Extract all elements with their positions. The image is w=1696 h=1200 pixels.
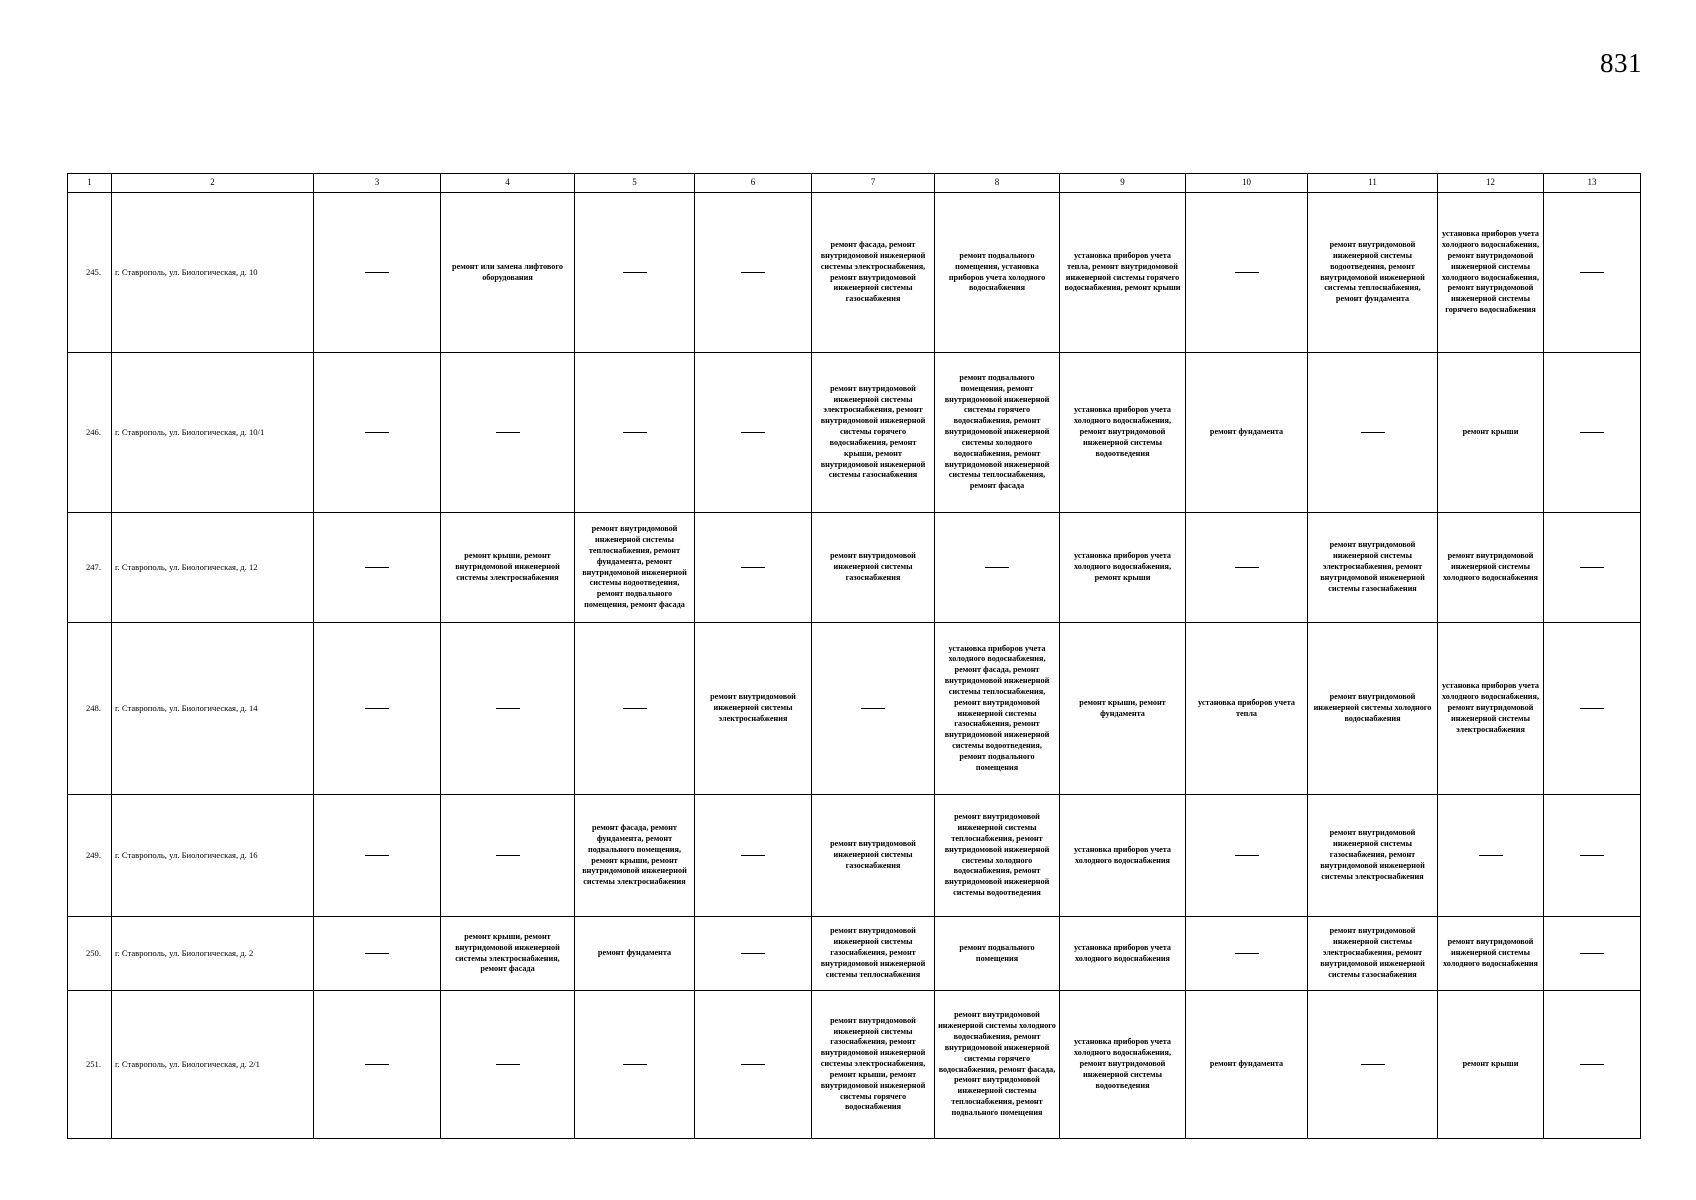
empty-cell [695,353,812,513]
empty-cell [314,353,441,513]
column-header: 2 [112,174,314,193]
table-row [68,353,1641,513]
address-cell: г. Ставрополь, ул. Биологическая, д. 12 [112,513,314,623]
dash-mark [1580,432,1604,433]
work-cell: ремонт внутридомовой инженерной системы холодного водоснабжения [1438,917,1544,991]
work-cell: установка приборов учета холодного водоснабжения [1060,795,1186,917]
empty-cell [575,623,695,795]
table-row [68,513,1641,623]
table-row [68,991,1641,1139]
column-header: 6 [695,174,812,193]
row-number: 246. [68,353,112,513]
empty-cell [1186,795,1308,917]
empty-cell [441,991,575,1139]
empty-cell [1186,193,1308,353]
work-cell: ремонт внутридомовой инженерной системы электроснабжения [695,623,812,795]
dash-mark [1580,708,1604,709]
empty-cell [695,193,812,353]
address-cell: г. Ставрополь, ул. Биологическая, д. 2 [112,917,314,991]
work-cell: ремонт внутридомовой инженерной системы газоснабжения, ремонт внутридомовой инженерной системы электроснабжения [1308,795,1438,917]
dash-mark [1580,855,1604,856]
dash-mark [365,855,389,856]
work-cell: установка приборов учета тепла, ремонт внутридомовой инженерной системы горячего водоснабжения, ремонт крыши [1060,193,1186,353]
work-cell: установка приборов учета холодного водоснабжения, ремонт фасада, ремонт внутридомовой инженерной системы теплоснабжения, ремонт внутридомовой инженерной системы газоснабжения, ремонт внутридомовой инженерной системы водоотведения, ремонт подвального помещения [935,623,1060,795]
dash-mark [1235,272,1259,273]
dash-mark [741,272,765,273]
dash-mark [861,708,885,709]
work-cell: ремонт фундамента [1186,991,1308,1139]
column-header: 12 [1438,174,1544,193]
dash-mark [623,272,647,273]
empty-cell [575,353,695,513]
dash-mark [741,567,765,568]
dash-mark [1580,567,1604,568]
dash-mark [496,1064,520,1065]
empty-cell [1544,795,1641,917]
dash-mark [623,1064,647,1065]
work-cell: ремонт фасада, ремонт фундамента, ремонт подвального помещения, ремонт крыши, ремонт внутридомовой инженерной системы электроснабжения [575,795,695,917]
work-cell: ремонт подвального помещения, ремонт внутридомовой инженерной системы горячего водоснабжения, ремонт внутридомовой инженерной системы холодного водоснабжения, ремонт внутридомовой инженерной системы теплоснабжения, ремонт фасада [935,353,1060,513]
work-cell: установка приборов учета тепла [1186,623,1308,795]
empty-cell [1438,795,1544,917]
table-row [68,193,1641,353]
dash-mark [623,708,647,709]
work-cell: ремонт внутридомовой инженерной системы газоснабжения [812,795,935,917]
empty-cell [695,991,812,1139]
row-number: 250. [68,917,112,991]
empty-cell [1544,193,1641,353]
work-cell: установка приборов учета холодного водоснабжения [1060,917,1186,991]
work-cell: ремонт крыши, ремонт внутридомовой инженерной системы электроснабжения, ремонт фасада [441,917,575,991]
dash-mark [365,1064,389,1065]
work-cell: установка приборов учета холодного водоснабжения, ремонт внутридомовой инженерной системы холодного водоснабжения, ремонт внутридомовой инженерной системы горячего водоснабжения [1438,193,1544,353]
work-cell: ремонт внутридомовой инженерной системы холодного водоснабжения [1308,623,1438,795]
empty-cell [575,193,695,353]
work-cell: ремонт внутридомовой инженерной системы холодного водоснабжения, ремонт внутридомовой инженерной системы горячего водоснабжения, ремонт фасада, ремонт внутридомовой инженерной системы теплоснабжения, ремонт подвального помещения [935,991,1060,1139]
row-number: 251. [68,991,112,1139]
empty-cell [935,513,1060,623]
dash-mark [1235,567,1259,568]
work-cell: ремонт внутридомовой инженерной системы теплоснабжения, ремонт фундамента, ремонт внутридомовой инженерной системы водоотведения, ремонт подвального помещения, ремонт фасада [575,513,695,623]
work-cell: ремонт крыши [1438,353,1544,513]
column-header: 5 [575,174,695,193]
dash-mark [1580,953,1604,954]
empty-cell [1308,991,1438,1139]
table-row [68,917,1641,991]
empty-cell [1544,513,1641,623]
empty-cell [1544,623,1641,795]
column-number-row [68,174,1641,193]
work-cell: установка приборов учета холодного водоснабжения, ремонт крыши [1060,513,1186,623]
dash-mark [496,432,520,433]
dash-mark [365,272,389,273]
empty-cell [1186,513,1308,623]
dash-mark [496,708,520,709]
empty-cell [314,513,441,623]
column-header: 8 [935,174,1060,193]
column-header: 13 [1544,174,1641,193]
work-cell: установка приборов учета холодного водоснабжения, ремонт внутридомовой инженерной системы электроснабжения [1438,623,1544,795]
dash-mark [623,432,647,433]
empty-cell [314,623,441,795]
dash-mark [365,567,389,568]
empty-cell [812,623,935,795]
work-cell: ремонт внутридомовой инженерной системы электроснабжения, ремонт внутридомовой инженерной системы газоснабжения [1308,917,1438,991]
empty-cell [314,795,441,917]
column-header: 11 [1308,174,1438,193]
dash-mark [741,1064,765,1065]
address-cell: г. Ставрополь, ул. Биологическая, д. 2/1 [112,991,314,1139]
dash-mark [985,567,1009,568]
work-cell: ремонт подвального помещения, установка приборов учета холодного водоснабжения [935,193,1060,353]
work-cell: ремонт фундамента [575,917,695,991]
table-body [68,193,1641,1139]
work-cell: установка приборов учета холодного водоснабжения, ремонт внутридомовой инженерной системы водоотведения [1060,353,1186,513]
dash-mark [1580,1064,1604,1065]
empty-cell [314,991,441,1139]
column-header: 9 [1060,174,1186,193]
work-cell: ремонт внутридомовой инженерной системы газоснабжения [812,513,935,623]
dash-mark [741,432,765,433]
dash-mark [1361,1064,1385,1065]
work-cell: ремонт внутридомовой инженерной системы газоснабжения, ремонт внутридомовой инженерной системы теплоснабжения [812,917,935,991]
empty-cell [575,991,695,1139]
empty-cell [441,795,575,917]
dash-mark [365,953,389,954]
column-header: 7 [812,174,935,193]
row-number: 247. [68,513,112,623]
empty-cell [695,917,812,991]
empty-cell [314,193,441,353]
dash-mark [1361,432,1385,433]
dash-mark [1235,855,1259,856]
dash-mark [365,708,389,709]
empty-cell [1544,917,1641,991]
work-cell: ремонт внутридомовой инженерной системы электроснабжения, ремонт внутридомовой инженерной системы газоснабжения [1308,513,1438,623]
work-cell: ремонт или замена лифтового оборудования [441,193,575,353]
address-cell: г. Ставрополь, ул. Биологическая, д. 10/1 [112,353,314,513]
column-header: 4 [441,174,575,193]
empty-cell [695,795,812,917]
empty-cell [1544,353,1641,513]
dash-mark [1580,272,1604,273]
column-header: 1 [68,174,112,193]
work-cell: ремонт фасада, ремонт внутридомовой инженерной системы электроснабжения, ремонт внутридомовой инженерной системы газоснабжения [812,193,935,353]
work-cell: установка приборов учета холодного водоснабжения, ремонт внутридомовой инженерной системы водоотведения [1060,991,1186,1139]
address-cell: г. Ставрополь, ул. Биологическая, д. 14 [112,623,314,795]
dash-mark [496,855,520,856]
empty-cell [441,353,575,513]
repair-schedule-table [67,173,1641,1139]
dash-mark [741,953,765,954]
dash-mark [741,855,765,856]
table-row [68,623,1641,795]
column-header: 3 [314,174,441,193]
work-cell: ремонт крыши, ремонт внутридомовой инженерной системы электроснабжения [441,513,575,623]
address-cell: г. Ставрополь, ул. Биологическая, д. 10 [112,193,314,353]
empty-cell [441,623,575,795]
empty-cell [1308,353,1438,513]
dash-mark [1479,855,1503,856]
column-header: 10 [1186,174,1308,193]
empty-cell [314,917,441,991]
page-number: 831 [1600,48,1642,78]
table-row [68,795,1641,917]
empty-cell [1544,991,1641,1139]
address-cell: г. Ставрополь, ул. Биологическая, д. 16 [112,795,314,917]
dash-mark [365,432,389,433]
work-cell: ремонт фундамента [1186,353,1308,513]
work-cell: ремонт внутридомовой инженерной системы теплоснабжения, ремонт внутридомовой инженерной системы холодного водоснабжения, ремонт внутридомовой инженерной системы водоотведения [935,795,1060,917]
work-cell: ремонт внутридомовой инженерной системы электроснабжения, ремонт внутридомовой инженерной системы горячего водоснабжения, ремонт крыши, ремонт внутридомовой инженерной системы газоснабжения [812,353,935,513]
dash-mark [1235,953,1259,954]
row-number: 248. [68,623,112,795]
work-cell: ремонт внутридомовой инженерной системы газоснабжения, ремонт внутридомовой инженерной системы электроснабжения, ремонт крыши, ремонт внутридомовой инженерной системы горячего водоснабжения [812,991,935,1139]
empty-cell [695,513,812,623]
work-cell: ремонт крыши, ремонт фундамента [1060,623,1186,795]
work-cell: ремонт подвального помещения [935,917,1060,991]
row-number: 245. [68,193,112,353]
work-cell: ремонт внутридомовой инженерной системы холодного водоснабжения [1438,513,1544,623]
empty-cell [1186,917,1308,991]
work-cell: ремонт крыши [1438,991,1544,1139]
work-cell: ремонт внутридомовой инженерной системы водоотведения, ремонт внутридомовой инженерной системы теплоснабжения, ремонт фундамента [1308,193,1438,353]
row-number: 249. [68,795,112,917]
